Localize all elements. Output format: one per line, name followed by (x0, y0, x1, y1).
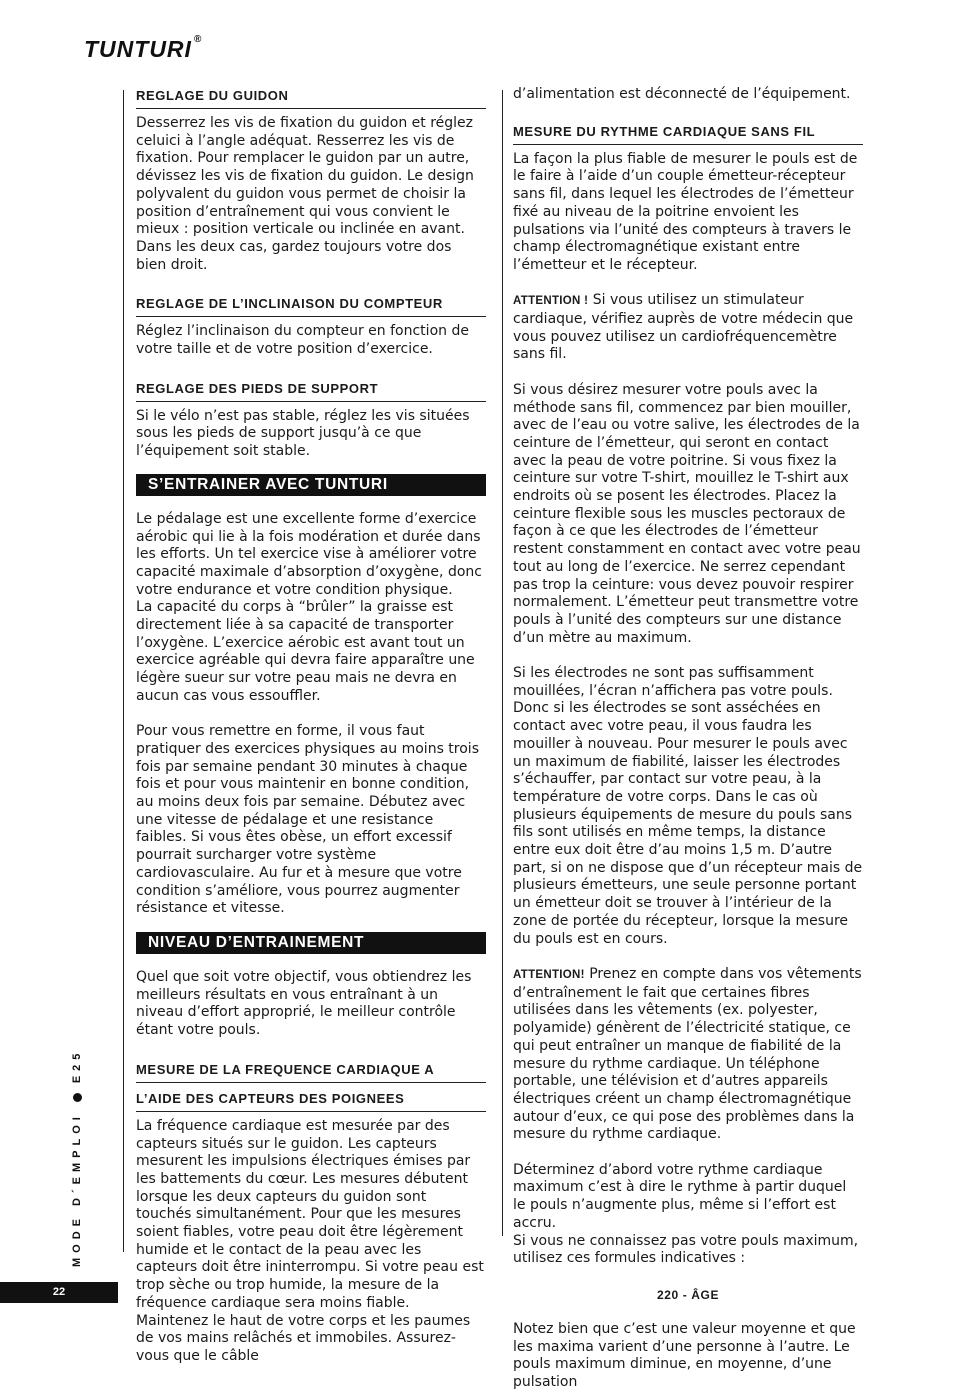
paragraph-methode: Si vous désirez mesurer votre pouls avec la méthode sans fil, commencez par bien mouiller, avec de l’eau ou votre salive, les électrodes de la ceinture de l’émetteur, qui seront en contact avec la peau de votre poitrine. Si vous fixez la ceinture sur votre T-shirt, mouillez le T-shirt aux endroits où se posent les électrodes. Placez la ceinture flexible sous les muscles pectoraux de façon à ce que les électrodes de l’émetteur restent constamment en contact avec votre peau tout au long de l’exercice. Ne serrez cependant pas trop la ceinture: vous devez pouvoir respirer normalement. L’émetteur peut transmettre votre pouls à l’unité des compteurs sur une distance d’un mètre au maximum. (513, 381, 861, 646)
left-margin-rule (123, 90, 124, 1252)
brand-name: TUNTURI (84, 36, 192, 62)
paragraph-notez: Notez bien que c’est une valeur moyenne et que les maxima varient d’une personne à l’autre. Le pouls maximum diminue, en moyenne, d’une pulsation (513, 1320, 856, 1391)
manual-label: MODE D´EMPLOI (71, 1112, 83, 1267)
paragraph-max-2: Si vous ne connaissez pas votre pouls maximum, utilisez ces formules indicatives : (513, 1232, 859, 1267)
heading-sans-fil: MESURE DU RYTHME CARDIAQUE SANS FIL (513, 122, 863, 145)
right-column (513, 86, 863, 1392)
paragraph-sans-fil: La façon la plus fiable de mesurer le pouls est de le faire à l’aide d’un couple émetteur-récepteur sans fil, dans lequel les électrodes de l’émetteur fixé au niveau de la poitrine envoient les pulsations via l’unité des compteurs à travers le champ électromagnétique existant entre l’émetteur et le récepteur. (513, 150, 858, 273)
page-number: 22 (0, 1282, 118, 1303)
paragraph-niveau: Quel que soit votre objectif, vous obtiendrez les meilleurs résultats en vous entraînant à un niveau d’effort approprié, le meilleur contrôle étant votre pouls. (136, 969, 472, 1039)
heading-reglage-pieds: REGLAGE DES PIEDS DE SUPPORT (136, 379, 486, 402)
section-bar-niveau: NIVEAU D’ENTRAINEMENT (136, 932, 486, 954)
attention-label-2: ATTENTION! (513, 968, 585, 981)
paragraph-guidon: Desserrez les vis de fixation du guidon et réglez celuici à l’angle adéquat. Resserrez les vis de fixation. Pour remplacer le guidon par un autre, dévissez les vis de fixation du guidon. Le design polyvalent du guidon vous permet de choisir la position d’entraînement qui vous convient le mieux : position verticale ou inclinée en avant. Dans les deux cas, gardez toujours votre dos bien droit. (136, 115, 474, 273)
paragraph-entrainer-1: Le pédalage est une excellente forme d’exercice aérobic qui lie à la fois modération et durée dans les efforts. Un tel exercice vise à améliorer votre capacité maximale d’absorption d’oxygène, donc votre endurance et votre condition physique. (136, 510, 482, 598)
paragraph-frequence: La fréquence cardiaque est mesurée par des capteurs situés sur le guidon. Les capteurs mesurent les impulsions électriques émises par les battements du cœur. Les mesures débutent lorsque les deux capteurs du guidon sont touchés simultanément. Pour que les mesures soient fiables, votre peau doit être légèrement humide et le contact de la peau avec les capteurs doit être ininterrompu. Si votre peau est trop sèche ou trop humide, la mesure de la fréquence cardiaque sera moins fiable. Maintenez le haut de votre corps et les paumes de vos mains relâchés et immobiles. Assurez-vous que le câble (136, 1117, 484, 1364)
heading-frequence-2: L’AIDE DES CAPTEURS DES POIGNEES (136, 1089, 486, 1112)
paragraph-attention-1 (513, 292, 863, 364)
attention-text-1: Si vous utilisez un stimulateur cardiaque, vérifiez auprès de votre médecin que vous pouvez utilisez un cardiofréquencemètre sans fil. (513, 292, 854, 363)
paragraph-pieds: Si le vélo n’est pas stable, réglez les vis situées sous les pieds de support jusqu’à ce que l’équipement soit stable. (136, 407, 470, 460)
vertical-footer-label (71, 1049, 83, 1267)
model-label: E25 (71, 1048, 83, 1084)
paragraph-compteur: Réglez l’inclinaison du compteur en fonction de votre taille et de votre position d’exercice. (136, 323, 469, 358)
heading-reglage-guidon: REGLAGE DU GUIDON (136, 86, 486, 109)
bullet-dot-icon (73, 1093, 82, 1102)
paragraph-entrainer-3: Pour vous remettre en forme, il vous faut pratiquer des exercices physiques au moins trois fois par semaine pendant 30 minutes à chaque fois et pour vous maintenir en bonne condition, au moins deux fois par semaine. Débutez avec une vitesse de pédalage et une resistance faibles. Si vous êtes obèse, un effort excessif pourrait surcharger votre système cardiovasculaire. Au fur et à mesure que votre condition s’améliore, vous pourrez augmenter résistance et vitesse. (136, 723, 479, 917)
registered-mark: ® (193, 34, 203, 45)
left-column (136, 86, 486, 1366)
paragraph-attention-2 (513, 966, 863, 1144)
column-divider (502, 90, 503, 1236)
paragraph-continuation: d’alimentation est déconnecté de l’équipement. (513, 86, 851, 102)
attention-label-1: ATTENTION ! (513, 295, 589, 308)
paragraph-entrainer-2: La capacité du corps à “brûler” la graisse est directement liée à sa capacité de transporter l’oxygène. L’exercice aérobic est avant tout un exercice agréable qui devra faire apparaître une légère sueur sur votre peau mais ne devra en aucun cas vous essouffler. (136, 599, 475, 704)
heading-frequence-1: MESURE DE LA FREQUENCE CARDIAQUE A (136, 1060, 486, 1083)
heading-reglage-compteur: REGLAGE DE L’INCLINAISON DU COMPTEUR (136, 294, 486, 317)
formula-220-age: 220 - ÂGE (656, 1287, 720, 1302)
tunturi-logo (84, 36, 202, 63)
attention-text-2: Prenez en compte dans vos vêtements d’entraînement le fait que certaines fibres utilisées dans les vêtements (ex. polyester, polyamide) génèrent de l’électricité statique, ce qui peut entraîner un manque de fiabilité de la mesure du rythme cardiaque. Un téléphone portable, une télévision et d’autres appareils électriques créent un champ électromagnétique autour d’eux, ce qui pose des problèmes dans la mesure du rythme cardiaque. (513, 965, 862, 1143)
paragraph-electrodes: Si les électrodes ne sont pas suffisamment mouillées, l’écran n’affichera pas votre pouls. Donc si les électrodes se sont asséchées en contact avec votre peau, il vous faudra les mouiller à nouveau. Pour mesurer le pouls avec un maximum de fiabilité, laisser les électrodes s’échauffer, par contact sur votre peau, à la température de votre corps. Dans le cas où plusieurs équipements de mesure du pouls sans fils sont utilisés en même temps, la distance entre eux doit être d’au moins 1,5 m. D’autre part, si on ne dispose que d’un récepteur mais de plusieurs émetteurs, une seule personne portant un émetteur doit se trouver à l’intérieur de la zone de portée du récepteur, lorsque la mesure du pouls est en cours. (513, 665, 863, 947)
paragraph-max-1: Déterminez d’abord votre rythme cardiaque maximum c’est à dire le rythme à partir duquel le pouls n’augmente plus, même si l’effort est accru. (513, 1161, 847, 1231)
section-bar-entrainer: S’ENTRAINER AVEC TUNTURI (136, 474, 486, 496)
